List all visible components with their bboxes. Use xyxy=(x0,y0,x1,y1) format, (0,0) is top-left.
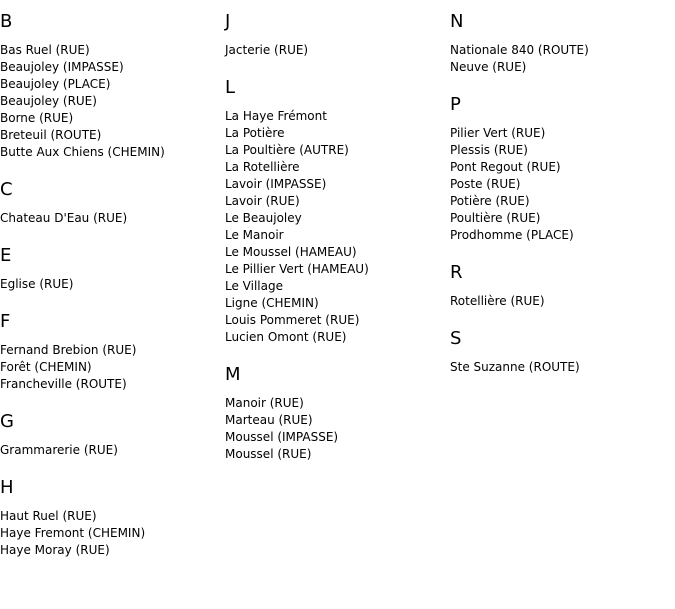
letter-group xyxy=(225,10,440,59)
street-item: Eglise (RUE) xyxy=(0,277,74,291)
index-column-1 xyxy=(0,10,215,576)
street-item: Haye Moray (RUE) xyxy=(0,543,110,557)
letter-group xyxy=(225,363,440,463)
street-list xyxy=(0,508,215,559)
street-item: Le Village xyxy=(225,279,283,293)
index-column-3 xyxy=(450,10,665,393)
street-item: La Potière xyxy=(225,126,285,140)
street-list xyxy=(450,125,665,244)
street-item: Lavoir (RUE) xyxy=(225,194,300,208)
letter-group xyxy=(225,76,440,346)
street-list xyxy=(0,210,215,227)
street-list xyxy=(0,42,215,161)
street-list xyxy=(225,395,440,463)
street-item: Haut Ruel (RUE) xyxy=(0,509,97,523)
street-list xyxy=(0,342,215,393)
street-item: Jacterie (RUE) xyxy=(225,43,309,57)
street-item: Neuve (RUE) xyxy=(450,60,527,74)
letter-heading: B xyxy=(0,11,13,32)
street-item: Moussel (RUE) xyxy=(225,447,312,461)
index-column-2 xyxy=(225,10,440,480)
street-item: Poultière (RUE) xyxy=(450,211,541,225)
street-item: Borne (RUE) xyxy=(0,111,74,125)
street-item: Ste Suzanne (ROUTE) xyxy=(450,360,580,374)
street-item: La Rotellière xyxy=(225,160,300,174)
street-list xyxy=(0,442,215,459)
street-list xyxy=(450,42,665,76)
street-item: Pilier Vert (RUE) xyxy=(450,126,546,140)
letter-group xyxy=(0,410,215,459)
letter-group xyxy=(450,93,665,244)
street-item: Nationale 840 (ROUTE) xyxy=(450,43,589,57)
street-item: Fernand Brebion (RUE) xyxy=(0,343,137,357)
street-item: Poste (RUE) xyxy=(450,177,521,191)
letter-heading: M xyxy=(225,364,241,385)
street-item: La Haye Frémont xyxy=(225,109,327,123)
street-list xyxy=(450,359,665,376)
street-item: Louis Pommeret (RUE) xyxy=(225,313,360,327)
letter-heading: R xyxy=(450,262,463,283)
street-list xyxy=(0,276,215,293)
street-list xyxy=(225,42,440,59)
letter-group xyxy=(0,178,215,227)
street-item: Chateau D'Eau (RUE) xyxy=(0,211,128,225)
street-item: Francheville (ROUTE) xyxy=(0,377,127,391)
street-item: Plessis (RUE) xyxy=(450,143,528,157)
street-item: Ligne (CHEMIN) xyxy=(225,296,319,310)
street-item: Le Beaujoley xyxy=(225,211,302,225)
street-item: Prodhomme (PLACE) xyxy=(450,228,574,242)
street-item: Beaujoley (PLACE) xyxy=(0,77,111,91)
letter-heading: C xyxy=(0,179,13,200)
letter-group xyxy=(0,10,215,161)
street-item: Manoir (RUE) xyxy=(225,396,304,410)
letter-heading: E xyxy=(0,245,12,266)
street-item: La Poultière (AUTRE) xyxy=(225,143,349,157)
street-item: Bas Ruel (RUE) xyxy=(0,43,90,57)
street-item: Le Manoir xyxy=(225,228,284,242)
street-item: Grammarerie (RUE) xyxy=(0,443,118,457)
street-item: Beaujoley (RUE) xyxy=(0,94,97,108)
street-item: Rotellière (RUE) xyxy=(450,294,545,308)
letter-group xyxy=(0,476,215,559)
street-item: Moussel (IMPASSE) xyxy=(225,430,339,444)
street-item: Potière (RUE) xyxy=(450,194,530,208)
letter-heading: F xyxy=(0,311,11,332)
letter-group xyxy=(0,310,215,393)
letter-group xyxy=(450,10,665,76)
letter-heading: H xyxy=(0,477,14,498)
street-item: Breteuil (ROUTE) xyxy=(0,128,102,142)
letter-group xyxy=(450,327,665,376)
street-item: Lucien Omont (RUE) xyxy=(225,330,347,344)
street-item: Le Pillier Vert (HAMEAU) xyxy=(225,262,369,276)
street-list xyxy=(450,293,665,310)
street-item: Marteau (RUE) xyxy=(225,413,313,427)
letter-heading: S xyxy=(450,328,462,349)
letter-heading: P xyxy=(450,94,461,115)
street-item: Forêt (CHEMIN) xyxy=(0,360,92,374)
street-item: Pont Regout (RUE) xyxy=(450,160,561,174)
street-item: Lavoir (IMPASSE) xyxy=(225,177,327,191)
letter-heading: J xyxy=(225,11,231,32)
letter-heading: G xyxy=(0,411,14,432)
street-item: Haye Fremont (CHEMIN) xyxy=(0,526,146,540)
street-item: Le Moussel (HAMEAU) xyxy=(225,245,357,259)
letter-heading: L xyxy=(225,77,236,98)
letter-group xyxy=(0,244,215,293)
letter-group xyxy=(450,261,665,310)
street-list xyxy=(225,108,440,346)
street-item: Beaujoley (IMPASSE) xyxy=(0,60,124,74)
letter-heading: N xyxy=(450,11,464,32)
street-item: Butte Aux Chiens (CHEMIN) xyxy=(0,145,165,159)
